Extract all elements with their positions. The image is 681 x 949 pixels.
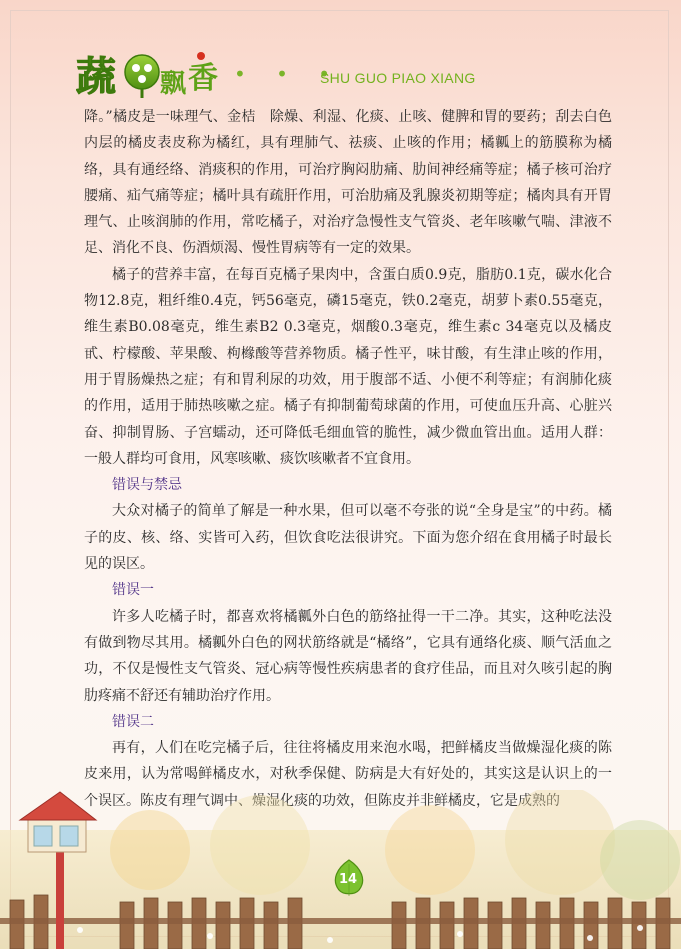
- section-heading-error-two: 错误二: [112, 713, 154, 730]
- paragraph-error-two: 再有，人们在吃完橘子后，往往将橘皮用来泡水喝，把鲜橘皮当做燥湿化痰的陈皮来用，认为常喝鲜橘皮水，对秋季保健、防病是大有好处的，其实这是认识上的一个误区。陈皮有理气调中、燥湿化痰的功效，但陈皮并非鲜橘皮，它是成熟的: [84, 740, 612, 809]
- header-title: SHU GUO PIAO XIANG: [320, 70, 476, 86]
- page-number-badge: [329, 858, 369, 898]
- header-dots: • • •: [234, 62, 343, 86]
- paragraph-intro: 降。”橘皮是一味理气、金桔 除燥、利湿、化痰、止咳、健脾和胃的要药；刮去白色内层的橘皮表皮称为橘红，具有理肺气、祛痰、止咳的作用；橘瓤上的筋膜称为橘络，具有通经络、消痰积的作用，可治疗胸闷肋痛、肋间神经痛等症；橘子核可治疗腰痛、疝气痛等症；橘叶具有疏肝作用，可治肋痛及乳腺炎初期等症；橘肉具有开胃理气、止咳润肺的作用，常吃橘子，对治疗急慢性支气管炎、老年咳嗽气喘、津液不足、消化不良、伤酒烦渴、慢性胃病等有一定的效果。: [84, 109, 612, 257]
- page-header: [76, 48, 636, 104]
- svg-text:蔬: 蔬: [76, 54, 116, 100]
- section-heading-errors: 错误与禁忌: [112, 477, 182, 494]
- paragraph-errors-intro: 大众对橘子的简单了解是一种水果，但可以毫不夸张的说“全身是宝”的中药。橘子的皮、核、络、实皆可入药，但饮食吃法很讲究。下面为您介绍在食用橘子时最长见的误区。: [84, 503, 612, 573]
- page-number: 14: [338, 872, 358, 887]
- logo-icon: [76, 48, 226, 100]
- svg-text:香: 香: [188, 61, 218, 96]
- svg-text:飘: 飘: [160, 69, 187, 99]
- paragraph-nutrition: 橘子的营养丰富，在每百克橘子果肉中，含蛋白质0.9克，脂肪0.1克，碳水化合物12.8克，粗纤维0.4克，钙56毫克，磷15毫克，铁0.2毫克，胡萝卜素0.55毫克，维生素B0.08毫克，维生素B2 0.3毫克，烟酸0.3毫克，维生素c 34毫克以及橘皮甙、柠檬酸、苹果酸、枸橼酸等营养物质。橘子性平，味甘酸，有生津止咳的作用，用于胃肠燥热之症；有和胃利尿的功效，用于腹部不适、小便不利等症；有润肺化痰的作用，适用于肺热咳嗽之症。橘子有抑制葡萄球菌的作用，可使血压升高、心脏兴奋、抑制胃肠、子宫蠕动，还可降低毛细血管的脆性，减少微血管出血。适用人群：一般人群均可食用，风寒咳嗽、痰饮咳嗽者不宜食用。: [84, 266, 612, 467]
- section-heading-error-one: 错误一: [112, 582, 154, 599]
- article-body: [84, 104, 612, 814]
- paragraph-error-one: 许多人吃橘子时，都喜欢将橘瓤外白色的筋络扯得一干二净。其实，这种吃法没有做到物尽其用。橘瓤外白色的网状筋络就是“橘络”，它具有通络化痰、顺气活血之功，不仅是慢性支气管炎、冠心病等慢性疾病患者的食疗佳品，而且对久咳引起的胸肋疼痛不舒还有辅助治疗作用。: [84, 608, 612, 704]
